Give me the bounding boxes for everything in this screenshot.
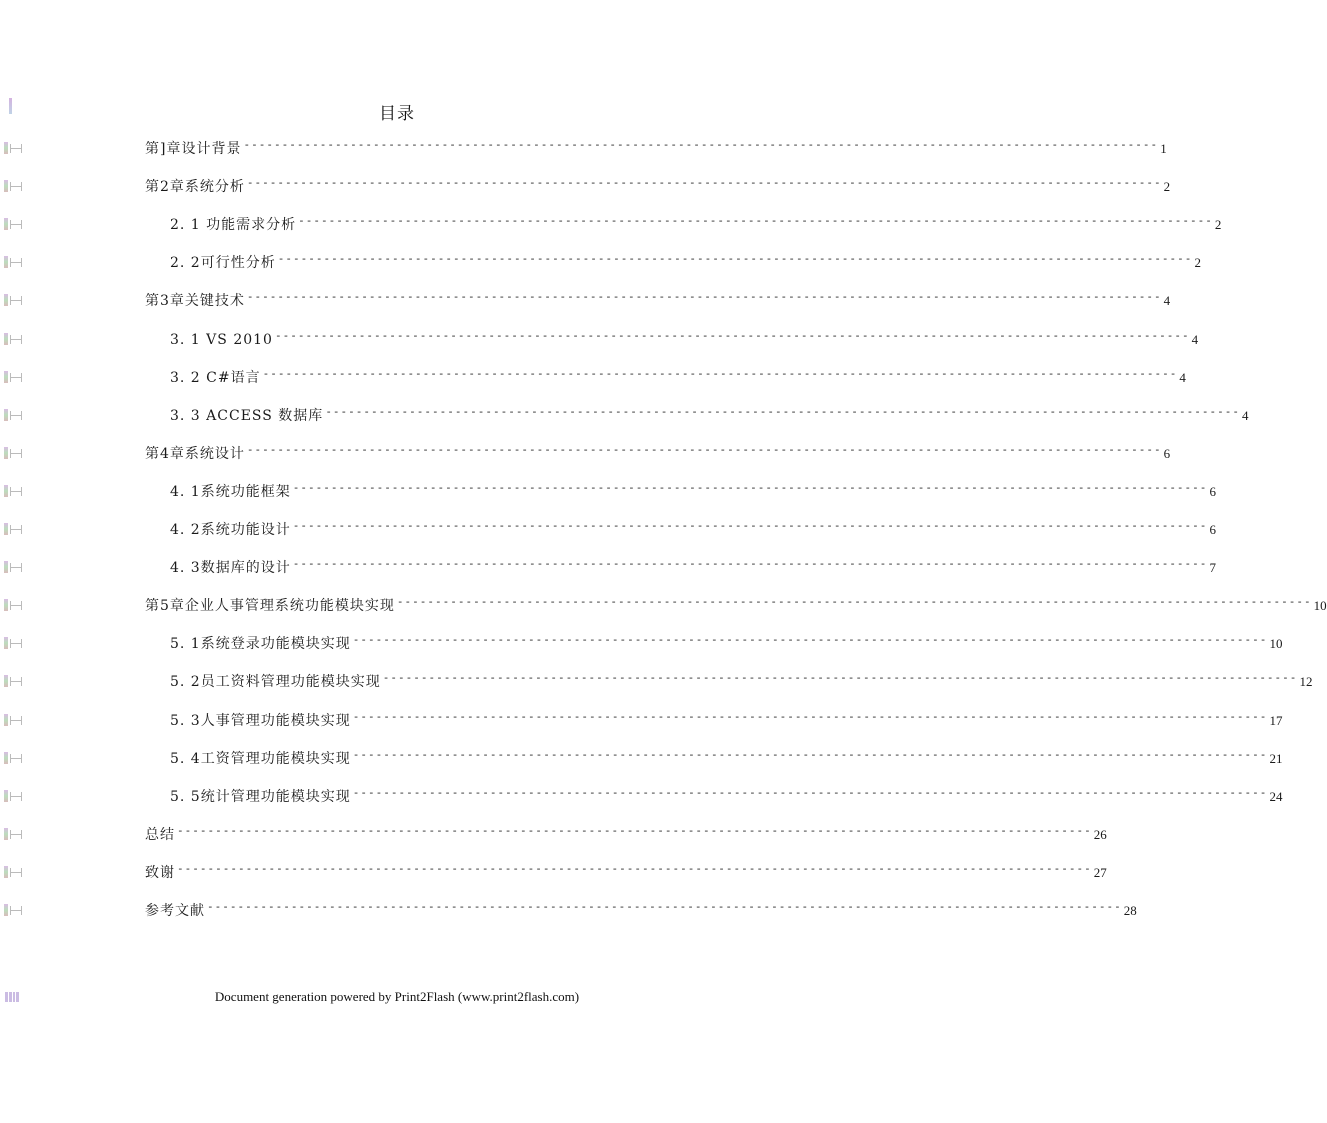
margin-marker (4, 446, 22, 460)
margin-marker (4, 827, 22, 841)
margin-marker (4, 865, 22, 879)
toc-entry-label: 5. 4工资管理功能模块实现 (170, 751, 351, 767)
margin-marker (4, 408, 22, 422)
toc-entry[interactable] (170, 212, 1222, 234)
page-title: 目录 (379, 104, 415, 124)
toc-entry[interactable] (170, 784, 1283, 806)
toc-entry[interactable] (145, 822, 1107, 844)
toc-page-number: 21 (1269, 751, 1283, 766)
toc-entry[interactable] (170, 746, 1283, 768)
toc-entry[interactable] (170, 631, 1283, 653)
toc-entry[interactable] (145, 174, 1171, 196)
toc-dot-leader: ------------------------------------------------------------------------------------------------------------------------ (246, 176, 1162, 189)
toc-page-number: 28 (1123, 903, 1137, 918)
margin-marker (4, 141, 22, 155)
toc-dot-leader: ------------------------------------------------------------------------------------------------------------------------ (325, 405, 1241, 418)
toc-page-number: 27 (1093, 865, 1107, 880)
toc-dot-leader: ------------------------------------------------------------------------------------------------------------------------ (243, 138, 1159, 151)
margin-marker (4, 255, 22, 269)
toc-entry[interactable] (145, 136, 1167, 158)
toc-page-number: 4 (1163, 293, 1171, 308)
toc-page-number: 17 (1269, 713, 1283, 728)
footer-text: Document generation powered by Print2Flash (www.print2flash.com) (214, 989, 580, 1004)
toc-page-number: 10 (1313, 598, 1327, 613)
toc-entry[interactable] (145, 593, 1327, 615)
toc-entry-label: 2. 1 功能需求分析 (170, 217, 297, 233)
toc-entry[interactable] (145, 441, 1171, 463)
toc-dot-leader: ------------------------------------------------------------------------------------------------------------------------ (292, 557, 1208, 570)
toc-page-number: 4 (1242, 408, 1249, 423)
toc-page-number: 24 (1269, 789, 1283, 804)
toc-entry[interactable] (170, 403, 1249, 425)
toc-dot-leader: ------------------------------------------------------------------------------------------------------------------------ (298, 214, 1213, 227)
toc-entry[interactable] (170, 250, 1201, 272)
toc-dot-leader: ------------------------------------------------------------------------------------------------------------------------ (292, 519, 1208, 532)
toc-entry[interactable] (145, 898, 1137, 920)
margin-marker (4, 179, 22, 193)
toc-entry-label: 5. 2员工资料管理功能模块实现 (170, 674, 381, 690)
margin-marker (4, 217, 22, 231)
toc-dot-leader: ------------------------------------------------------------------------------------------------------------------------ (262, 367, 1178, 380)
toc-dot-leader: ------------------------------------------------------------------------------------------------------------------------ (352, 786, 1268, 799)
toc-entry[interactable] (170, 555, 1216, 577)
toc-entry[interactable] (170, 517, 1216, 539)
toc-entry-label: 4. 3数据库的设计 (170, 560, 291, 576)
toc-entry-label: 3. 2 C#语言 (170, 370, 261, 386)
margin-marker (4, 560, 22, 574)
toc-entry-label: 3. 1 VS 2010 (170, 332, 273, 348)
toc-dot-leader: ------------------------------------------------------------------------------------------------------------------------ (352, 633, 1268, 646)
toc-entry[interactable] (145, 288, 1171, 310)
toc-page-number: 10 (1269, 636, 1283, 651)
toc-entry-label: 4. 2系统功能设计 (170, 522, 291, 538)
toc-page-number: 2 (1194, 255, 1201, 270)
toc-page-number: 2 (1214, 217, 1222, 232)
margin-marker (4, 713, 22, 727)
toc-entry-label: 第5章企业人事管理系统功能模块实现 (145, 598, 395, 614)
margin-marker (4, 903, 22, 917)
toc-entry-label: 第4章系统设计 (145, 446, 245, 462)
toc-entry[interactable] (170, 327, 1199, 349)
toc-page-number: 6 (1163, 446, 1171, 461)
toc-dot-leader: ------------------------------------------------------------------------------------------------------------------------ (382, 671, 1298, 684)
margin-marker (4, 751, 22, 765)
margin-marker (4, 484, 22, 498)
toc-entry-label: 致谢 (145, 865, 175, 881)
toc-page-number: 6 (1209, 484, 1216, 499)
toc-entry[interactable] (170, 669, 1313, 691)
toc-page-number: 7 (1209, 560, 1216, 575)
toc-entry[interactable] (170, 479, 1216, 501)
toc-entry-label: 5. 1系统登录功能模块实现 (170, 636, 351, 652)
toc-page-number: 26 (1093, 827, 1107, 842)
toc-page-number: 4 (1179, 370, 1186, 385)
margin-marker (4, 789, 22, 803)
toc-dot-leader: ------------------------------------------------------------------------------------------------------------------------ (352, 710, 1268, 723)
toc-dot-leader: ------------------------------------------------------------------------------------------------------------------------ (352, 748, 1268, 761)
margin-marker (4, 370, 22, 384)
toc-entry[interactable] (170, 365, 1186, 387)
margin-marker (4, 522, 22, 536)
toc-page-number: 12 (1299, 674, 1313, 689)
toc-dot-leader: ------------------------------------------------------------------------------------------------------------------------ (277, 252, 1193, 265)
toc-entry-label: 2. 2可行性分析 (170, 255, 276, 271)
toc-dot-leader: ------------------------------------------------------------------------------------------------------------------------ (207, 900, 1122, 913)
toc-entry-label: 总结 (145, 827, 175, 843)
toc-entry[interactable] (170, 708, 1283, 730)
toc-entry-label: 第]章设计背景 (145, 141, 242, 157)
toc-entry-label: 3. 3 ACCESS 数据库 (170, 408, 324, 424)
toc-entry-label: 参考文献 (145, 903, 205, 919)
margin-marker (4, 293, 22, 307)
toc-dot-leader: ------------------------------------------------------------------------------------------------------------------------ (292, 481, 1208, 494)
toc-dot-leader: ------------------------------------------------------------------------------------------------------------------------ (246, 290, 1162, 303)
toc-dot-leader: ------------------------------------------------------------------------------------------------------------------------ (396, 595, 1312, 608)
toc-page-number: 1 (1160, 141, 1167, 156)
toc-page-number: 4 (1191, 332, 1199, 347)
toc-dot-leader: ------------------------------------------------------------------------------------------------------------------------ (177, 862, 1092, 875)
toc-dot-leader: ------------------------------------------------------------------------------------------------------------------------ (177, 824, 1092, 837)
toc-entry-label: 第3章关键技术 (145, 293, 245, 309)
toc-entry-label: 5. 3人事管理功能模块实现 (170, 713, 351, 729)
margin-marker (4, 636, 22, 650)
toc-page-number: 6 (1209, 522, 1216, 537)
margin-marker (4, 674, 22, 688)
toc-entry-label: 第2章系统分析 (145, 179, 245, 195)
toc-page-number: 2 (1163, 179, 1171, 194)
margin-marker (4, 332, 22, 346)
toc-entry[interactable] (145, 860, 1107, 882)
toc-dot-leader: ------------------------------------------------------------------------------------------------------------------------ (274, 329, 1190, 342)
margin-marker (4, 598, 22, 612)
toc-entry-label: 4. 1系统功能框架 (170, 484, 291, 500)
toc-entry-label: 5. 5统计管理功能模块实现 (170, 789, 351, 805)
toc-dot-leader: ------------------------------------------------------------------------------------------------------------------------ (246, 443, 1162, 456)
